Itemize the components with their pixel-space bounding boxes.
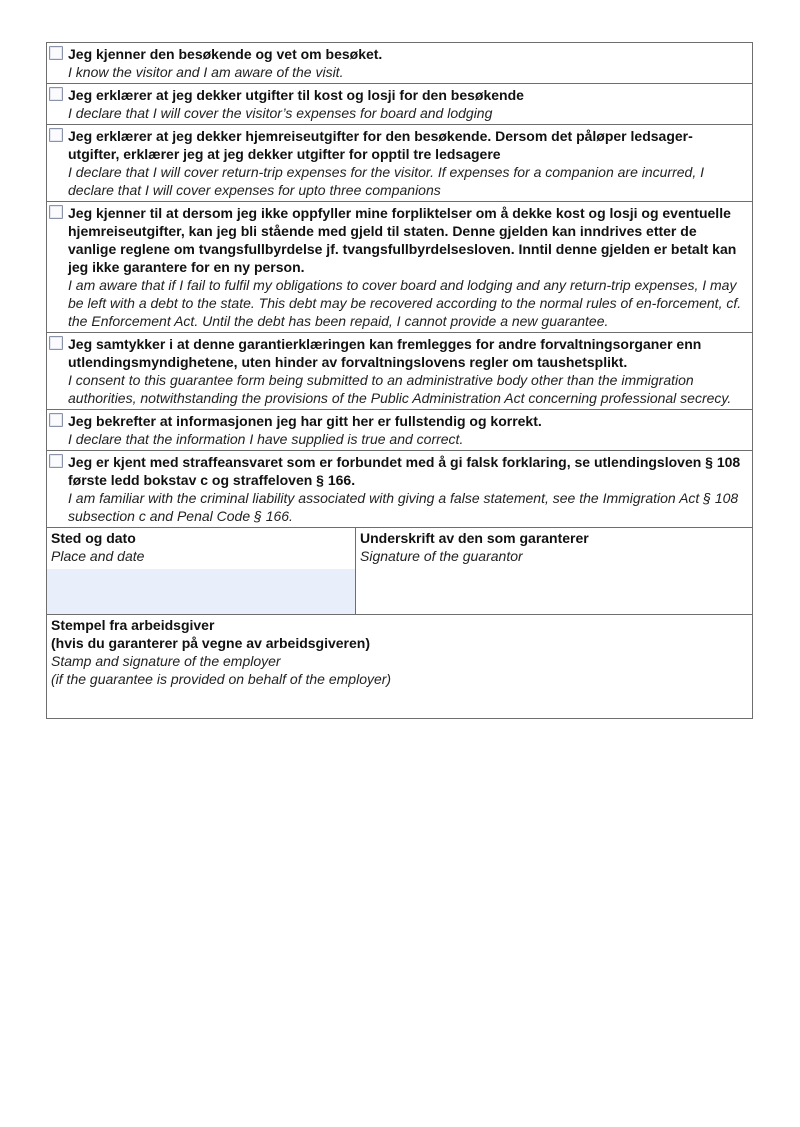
declaration-text-english: I am familiar with the criminal liability associated with giving a false statement, see the Immigration Act § 108 subsection c and Penal Code § 166.	[68, 490, 739, 524]
declaration-row	[47, 125, 752, 202]
declaration-text-english: I am aware that if I fail to fulfil my obligations to cover board and lodging and any return-trip expenses, I may be left with a debt to the state. This debt may be recovered according to the normal rules of en-forcement, cf. the Enforcement Act. Until the debt has been repaid, I cannot provide a new guarantee.	[68, 277, 742, 329]
signature-label-english: Signature of the guarantor	[360, 548, 523, 564]
declaration-row	[47, 333, 752, 410]
guarantee-declarations-form	[46, 42, 753, 719]
place-and-date-cell	[47, 528, 356, 614]
stamp-note-norwegian: (hvis du garanterer på vegne av arbeidsgiveren)	[51, 635, 371, 651]
declaration-row	[47, 410, 752, 451]
stamp-label-english: Stamp and signature of the employer	[51, 653, 281, 669]
declaration-text-norwegian: Jeg samtykker i at denne garantierklæringen kan fremlegges for andre forvaltningsorganer enn utlendingsmyndighetene, uten hinder av forvaltningslovens regler om taushetsplikt.	[68, 336, 702, 370]
declaration-text-norwegian: Jeg bekrefter at informasjonen jeg har gitt her er fullstendig og korrekt.	[68, 413, 542, 429]
declaration-checkbox[interactable]	[49, 87, 63, 101]
guarantor-signature-cell	[356, 528, 752, 614]
declaration-row	[47, 43, 752, 84]
declaration-text-english: I declare that I will cover return-trip expenses for the visitor. If expenses for a companion are incurred, I declare that I will cover expenses for upto three companions	[68, 164, 704, 198]
signature-label-norwegian: Underskrift av den som garanterer	[360, 530, 589, 546]
place-date-label-norwegian: Sted og dato	[51, 530, 136, 546]
declaration-checkbox[interactable]	[49, 46, 63, 60]
declaration-text-english: I know the visitor and I am aware of the visit.	[68, 64, 344, 80]
declaration-text-english: I consent to this guarantee form being submitted to an administrative body other than the immigration authorities, notwithstanding the provisions of the Public Administration Act concerning professional secrecy.	[68, 372, 732, 406]
declaration-checkbox[interactable]	[49, 205, 63, 219]
declaration-text-english: I declare that the information I have supplied is true and correct.	[68, 431, 464, 447]
declaration-checkbox[interactable]	[49, 413, 63, 427]
declaration-text-norwegian: Jeg kjenner til at dersom jeg ikke oppfyller mine forpliktelser om å dekke kost og losji og eventuelle hjemreiseutgifter, kan jeg bli stående med gjeld til staten. Denne gjelden kan inndrives etter de vanlige reglene om tvangsfullbyrdelse jf. tvangsfullbyrdelsesloven. Inntil denne gjelden er betalt kan jeg ikke garantere for en ny person.	[68, 205, 737, 275]
declaration-row	[47, 451, 752, 528]
declaration-row	[47, 202, 752, 333]
declaration-checkbox[interactable]	[49, 336, 63, 350]
declaration-text-norwegian: Jeg erklærer at jeg dekker hjemreiseutgifter for den besøkende. Dersom det påløper ledsager-utgifter, erklærer jeg at jeg dekker utgifter for opptil tre ledsagere	[68, 128, 693, 162]
declaration-text-norwegian: Jeg er kjent med straffeansvaret som er forbundet med å gi falsk forklaring, se utlendingsloven § 108 første ledd bokstav c og straffeloven § 166.	[68, 454, 741, 488]
place-date-label-english: Place and date	[51, 548, 145, 564]
stamp-note-english: (if the guarantee is provided on behalf of the employer)	[51, 671, 392, 687]
declaration-text-norwegian: Jeg erklærer at jeg dekker utgifter til kost og losji for den besøkende	[68, 87, 524, 103]
declaration-text-norwegian: Jeg kjenner den besøkende og vet om besøket.	[68, 46, 383, 62]
declaration-row	[47, 84, 752, 125]
employer-stamp-cell	[47, 615, 752, 718]
declaration-checkbox[interactable]	[49, 454, 63, 468]
stamp-label-norwegian: Stempel fra arbeidsgiver	[51, 617, 215, 633]
declaration-text-english: I declare that I will cover the visitor’s expenses for board and lodging	[68, 105, 493, 121]
place-date-field[interactable]	[47, 569, 355, 614]
declaration-checkbox[interactable]	[49, 128, 63, 142]
signature-row	[47, 528, 752, 615]
